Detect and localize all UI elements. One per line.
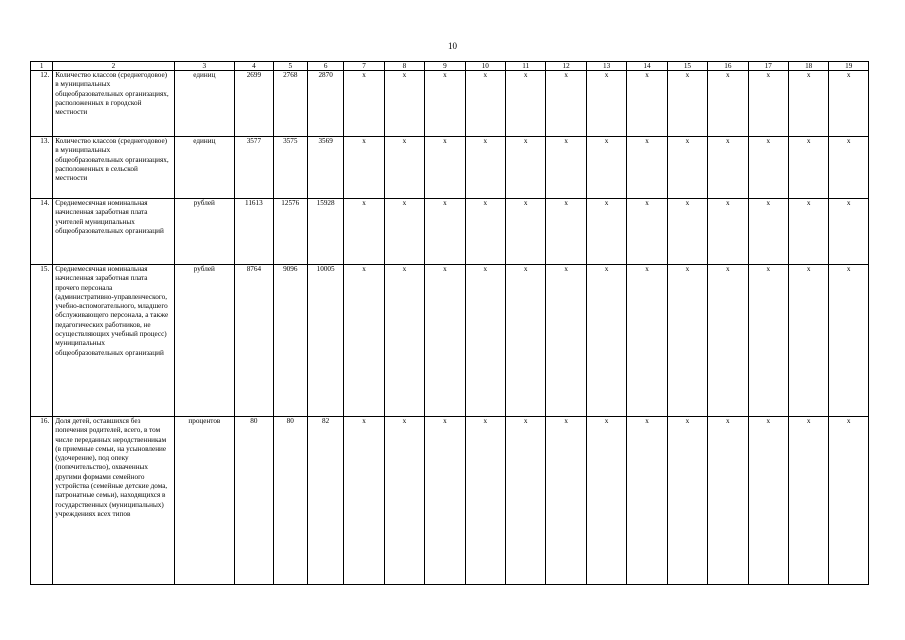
indicator-name-cell: Количество классов (среднегодовое) в муниципальных общеобразовательных организациях, расположенных в сельской местности — [53, 137, 174, 199]
unit-cell: единиц — [174, 137, 235, 199]
empty-mark-cell: x — [425, 71, 465, 137]
row-number-cell: 16. — [31, 417, 53, 585]
column-number-header: 2 — [53, 62, 174, 71]
empty-mark-cell: x — [546, 71, 586, 137]
column-number-header: 3 — [174, 62, 235, 71]
column-number-header: 4 — [235, 62, 273, 71]
empty-mark-cell: x — [546, 417, 586, 585]
empty-mark-cell: x — [546, 199, 586, 265]
column-number-header: 14 — [627, 62, 667, 71]
value-cell: 80 — [235, 417, 273, 585]
empty-mark-cell: x — [586, 71, 626, 137]
empty-mark-cell: x — [708, 417, 748, 585]
empty-mark-cell: x — [708, 71, 748, 137]
row-number-cell: 14. — [31, 199, 53, 265]
empty-mark-cell: x — [344, 71, 384, 137]
value-cell: 15928 — [307, 199, 343, 265]
empty-mark-cell: x — [788, 71, 828, 137]
empty-mark-cell: x — [667, 71, 707, 137]
empty-mark-cell: x — [344, 199, 384, 265]
empty-mark-cell: x — [586, 417, 626, 585]
indicator-name-cell: Среднемесячная номинальная начисленная заработная плата учителей муниципальных общеобразовательных организаций — [53, 199, 174, 265]
value-cell: 82 — [307, 417, 343, 585]
empty-mark-cell: x — [829, 199, 869, 265]
table-row — [31, 199, 869, 265]
value-cell: 2768 — [273, 71, 307, 137]
indicator-name-cell: Среднемесячная номинальная начисленная заработная плата прочего персонала (административно-управленческого, учебно-вспомогательного, младшего обслуживающего персонала, а также педагогических работников, не осуществляющих учебный процесс) муниципальных общеобразовательных организаций — [53, 265, 174, 417]
empty-mark-cell: x — [748, 137, 788, 199]
table-row — [31, 265, 869, 417]
empty-mark-cell: x — [384, 417, 424, 585]
empty-mark-cell: x — [465, 417, 505, 585]
value-cell: 11613 — [235, 199, 273, 265]
empty-mark-cell: x — [667, 265, 707, 417]
unit-cell: рублей — [174, 265, 235, 417]
row-number-cell: 12. — [31, 71, 53, 137]
empty-mark-cell: x — [788, 199, 828, 265]
empty-mark-cell: x — [667, 137, 707, 199]
empty-mark-cell: x — [465, 199, 505, 265]
column-number-header: 9 — [425, 62, 465, 71]
empty-mark-cell: x — [465, 265, 505, 417]
empty-mark-cell: x — [425, 137, 465, 199]
empty-mark-cell: x — [586, 199, 626, 265]
empty-mark-cell: x — [748, 417, 788, 585]
empty-mark-cell: x — [829, 71, 869, 137]
page-number: 10 — [448, 41, 457, 51]
column-number-header: 12 — [546, 62, 586, 71]
empty-mark-cell: x — [506, 199, 546, 265]
value-cell: 3577 — [235, 137, 273, 199]
indicators-table — [30, 61, 869, 585]
empty-mark-cell: x — [788, 137, 828, 199]
empty-mark-cell: x — [627, 417, 667, 585]
empty-mark-cell: x — [465, 137, 505, 199]
unit-cell: рублей — [174, 199, 235, 265]
table-row — [31, 417, 869, 585]
empty-mark-cell: x — [627, 199, 667, 265]
column-number-header: 8 — [384, 62, 424, 71]
empty-mark-cell: x — [667, 417, 707, 585]
table-row — [31, 137, 869, 199]
empty-mark-cell: x — [344, 265, 384, 417]
column-number-header: 19 — [829, 62, 869, 71]
column-number-header: 17 — [748, 62, 788, 71]
column-number-header: 18 — [788, 62, 828, 71]
row-number-cell: 13. — [31, 137, 53, 199]
empty-mark-cell: x — [344, 137, 384, 199]
empty-mark-cell: x — [667, 199, 707, 265]
empty-mark-cell: x — [627, 71, 667, 137]
value-cell: 9096 — [273, 265, 307, 417]
column-number-header: 7 — [344, 62, 384, 71]
empty-mark-cell: x — [506, 417, 546, 585]
column-number-row — [31, 62, 869, 71]
column-number-header: 5 — [273, 62, 307, 71]
empty-mark-cell: x — [425, 265, 465, 417]
empty-mark-cell: x — [425, 199, 465, 265]
column-number-header: 1 — [31, 62, 53, 71]
indicator-name-cell: Доля детей, оставшихся без попечения родителей, всего, в том числе переданных неродственникам (в приемные семьи, на усыновление (удочерение), под опеку (попечительство), охваченных другими формами семейного устройства (семейные детские дома, патронатные семьи), находящихся в государственных (муниципальных) учреждениях всех типов — [53, 417, 174, 585]
value-cell: 2699 — [235, 71, 273, 137]
empty-mark-cell: x — [425, 417, 465, 585]
empty-mark-cell: x — [788, 265, 828, 417]
empty-mark-cell: x — [829, 265, 869, 417]
table-row — [31, 71, 869, 137]
empty-mark-cell: x — [384, 199, 424, 265]
empty-mark-cell: x — [384, 137, 424, 199]
column-number-header: 13 — [586, 62, 626, 71]
column-number-header: 16 — [708, 62, 748, 71]
value-cell: 8764 — [235, 265, 273, 417]
empty-mark-cell: x — [506, 265, 546, 417]
empty-mark-cell: x — [384, 71, 424, 137]
empty-mark-cell: x — [829, 137, 869, 199]
empty-mark-cell: x — [788, 417, 828, 585]
empty-mark-cell: x — [748, 265, 788, 417]
value-cell: 3575 — [273, 137, 307, 199]
empty-mark-cell: x — [465, 71, 505, 137]
empty-mark-cell: x — [586, 137, 626, 199]
column-number-header: 11 — [506, 62, 546, 71]
empty-mark-cell: x — [546, 137, 586, 199]
column-number-header: 15 — [667, 62, 707, 71]
empty-mark-cell: x — [344, 417, 384, 585]
empty-mark-cell: x — [586, 265, 626, 417]
empty-mark-cell: x — [708, 137, 748, 199]
row-number-cell: 15. — [31, 265, 53, 417]
empty-mark-cell: x — [748, 71, 788, 137]
empty-mark-cell: x — [829, 417, 869, 585]
empty-mark-cell: x — [384, 265, 424, 417]
column-number-header: 6 — [307, 62, 343, 71]
empty-mark-cell: x — [546, 265, 586, 417]
empty-mark-cell: x — [627, 137, 667, 199]
value-cell: 2870 — [307, 71, 343, 137]
empty-mark-cell: x — [627, 265, 667, 417]
unit-cell: процентов — [174, 417, 235, 585]
value-cell: 80 — [273, 417, 307, 585]
unit-cell: единиц — [174, 71, 235, 137]
column-number-header: 10 — [465, 62, 505, 71]
value-cell: 10005 — [307, 265, 343, 417]
empty-mark-cell: x — [708, 199, 748, 265]
empty-mark-cell: x — [506, 137, 546, 199]
indicator-name-cell: Количество классов (среднегодовое) в муниципальных общеобразовательных организациях, расположенных в городской местности — [53, 71, 174, 137]
empty-mark-cell: x — [506, 71, 546, 137]
empty-mark-cell: x — [748, 199, 788, 265]
value-cell: 12576 — [273, 199, 307, 265]
empty-mark-cell: x — [708, 265, 748, 417]
value-cell: 3569 — [307, 137, 343, 199]
